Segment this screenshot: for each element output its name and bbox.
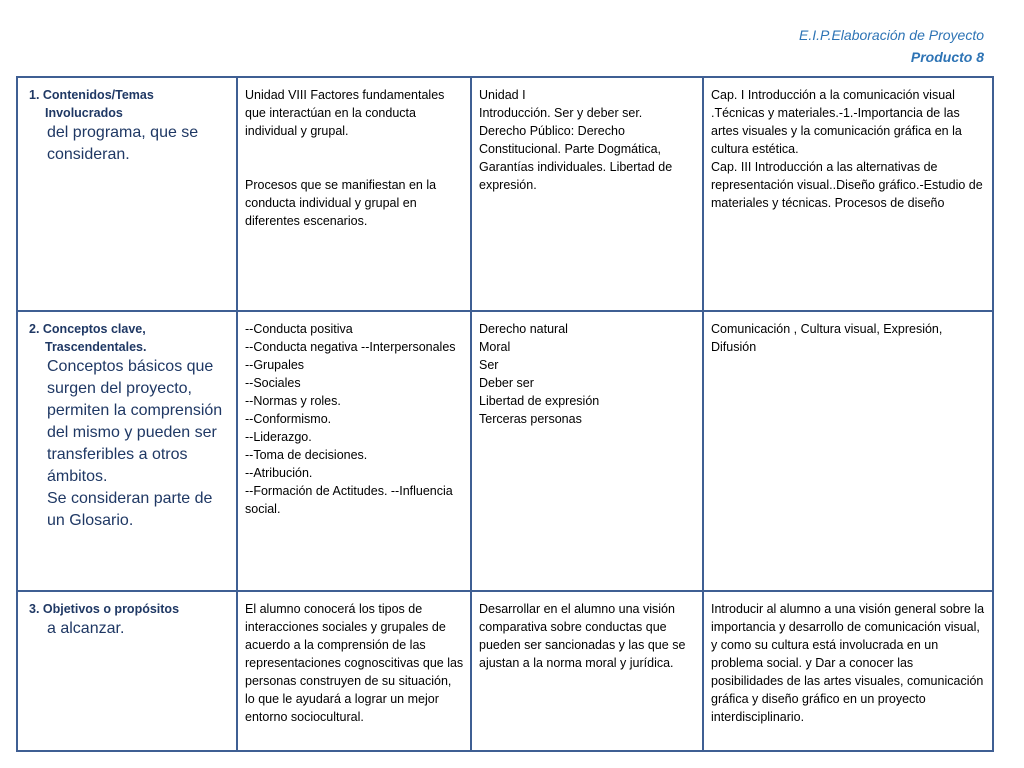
cell-contenidos-col2 (237, 77, 471, 311)
cell-objetivos-col2: El alumno conocerá los tipos de interacciones sociales y grupales de acuerdo a la comprensión de las representaciones cognoscitivas que las personas construyen de su situación, lo que le ayudará a lograr un mejor entorno sociocultural. (237, 591, 471, 751)
cell-conceptos-col4: Comunicación , Cultura visual, Expresión, Difusión (703, 311, 993, 591)
cell-objetivos-col4: Introducir al alumno a una visión general sobre la importancia y desarrollo de comunicación visual, y como su cultura está involucrada en un problema social. y Dar a conocer las posibilidades de las artes visuales, comunicación gráfica y diseño gráfico en un proyecto interdisciplinario. (703, 591, 993, 751)
table-row (17, 77, 993, 311)
cell-conceptos-col2: --Conducta positiva --Conducta negativa --Interpersonales --Grupales --Sociales --Normas y roles. --Conformismo. --Liderazgo. --Toma de decisiones. --Atribución. --Formación de Actitudes. --Influencia social. (237, 311, 471, 591)
table-row (17, 591, 993, 751)
row-heading-contenidos (17, 77, 237, 311)
project-table (16, 76, 994, 752)
row-heading-title: 3. Objetivos o propósitos (29, 602, 180, 616)
document-header (799, 24, 984, 68)
row-heading-subtitle: Trascendentales. (45, 340, 147, 354)
cell-conceptos-col3: Derecho natural Moral Ser Deber ser Libertad de expresión Terceras personas (471, 311, 703, 591)
row-heading-description: del programa, que se consideran. (47, 124, 199, 163)
cell-paragraph: Unidad VIII Factores fundamentales que interactúan en la conducta individual y grupal. (245, 88, 445, 138)
cell-contenidos-col3: Unidad I Introducción. Ser y deber ser. Derecho Público: Derecho Constitucional. Parte Dogmática, Garantías individuales. Libertad de expresión. (471, 77, 703, 311)
cell-contenidos-col4: Cap. I Introducción a la comunicación visual .Técnicas y materiales.-1.-Importancia de las artes visuales y la comunicación gráfica en la cultura estética. Cap. III Introducción a las alternativas de representación visual..Diseño gráfico.-Estudio de materiales y técnicas. Procesos de diseño (703, 77, 993, 311)
row-heading-description: Conceptos básicos que surgen del proyecto, permiten la comprensión del mismo y pueden ser transferibles a otros ámbitos. Se consideran parte de un Glosario. (47, 358, 223, 529)
cell-paragraph: Procesos que se manifiestan en la conducta individual y grupal en diferentes escenarios. (245, 178, 437, 228)
cell-objetivos-col3: Desarrollar en el alumno una visión comparativa sobre conductas que pueden ser sancionadas y las que se ajustan a la norma moral y jurídica. (471, 591, 703, 751)
subject-title: E.I.P.Elaboración de Proyecto (799, 27, 984, 43)
row-heading-description: a alcanzar. (47, 620, 125, 637)
row-heading-title: 2. Conceptos clave, (29, 322, 146, 336)
product-label: Producto 8 (910, 49, 984, 65)
row-heading-conceptos (17, 311, 237, 591)
row-heading-title: 1. Contenidos/Temas (29, 88, 154, 102)
row-heading-subtitle: Involucrados (45, 106, 123, 120)
row-heading-objetivos (17, 591, 237, 751)
table-row (17, 311, 993, 591)
